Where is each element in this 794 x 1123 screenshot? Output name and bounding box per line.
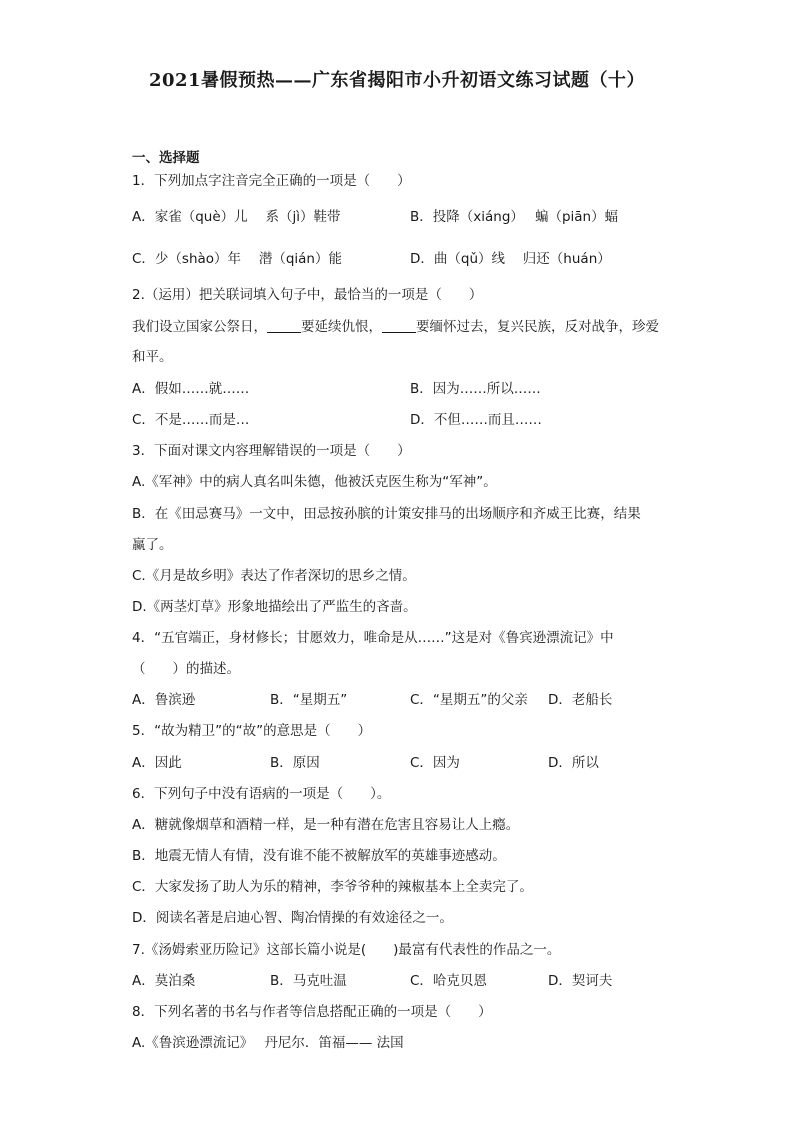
question-6-option-d: D．阅读名著是启迪心智、陶冶情操的有效途径之一。 (132, 910, 453, 926)
question-1-option-c: C．少（shào）年 潜（qián）能 (132, 251, 342, 267)
question-7-option-c: C．哈克贝恩 (410, 973, 487, 989)
page-title: 2021暑假预热——广东省揭阳市小升初语文练习试题（十） (148, 70, 646, 91)
blank-1 (267, 318, 301, 333)
question-2-option-a: A．假如……就…… (132, 381, 250, 397)
question-5-option-b: B．原因 (270, 755, 320, 771)
question-4-stem: 4．“五官端正，身材修长；甘愿效力，唯命是从……”这是对《鲁宾逊漂流记》中 (132, 630, 614, 646)
question-6-option-c: C．大家发扬了助人为乐的精神，李爷爷种的辣椒基本上全卖完了。 (132, 879, 533, 895)
question-4-stem-cont: （ ）的描述。 (132, 661, 240, 677)
question-3-option-d: D.《两茎灯草》形象地描绘出了严监生的吝啬。 (132, 599, 417, 615)
question-5-option-a: A．因此 (132, 755, 182, 771)
question-3-option-a: A.《军神》中的病人真名叫朱德，他被沃克医生称为“军神”。 (132, 474, 497, 490)
question-4-option-a: A．鲁滨逊 (132, 692, 196, 708)
question-6-option-b: B．地震无情人有情，没有谁不能不被解放军的英雄事迹感动。 (132, 848, 506, 864)
question-1-option-d: D．曲（qǔ）线 归还（huán） (410, 251, 611, 267)
question-3-stem: 3．下面对课文内容理解错误的一项是（ ） (132, 443, 411, 459)
question-2-option-c: C．不是……而是… (132, 412, 250, 428)
question-2-option-b: B．因为……所以…… (410, 381, 541, 397)
question-7-option-a: A．莫泊桑 (132, 973, 196, 989)
question-6-stem: 6．下列句子中没有语病的一项是（ ）。 (132, 786, 391, 802)
question-5-option-c: C．因为 (410, 755, 460, 771)
question-7-option-b: B．马克吐温 (270, 973, 347, 989)
question-1-option-b: B．投降（xiáng） 蝙（piān）蝠 (410, 209, 619, 225)
section-heading: 一、选择题 (132, 150, 200, 166)
question-7-stem: 7.《汤姆索亚历险记》这部长篇小说是( )最富有代表性的作品之一。 (132, 942, 561, 958)
question-6-option-a: A．糖就像烟草和酒精一样，是一种有潜在危害且容易让人上瘾。 (132, 817, 520, 833)
question-2-stem: 2.（运用）把关联词填入句子中，最恰当的一项是（ ） (132, 287, 483, 303)
question-1-option-a: A．家雀（què）儿 系（jì）鞋带 (132, 209, 341, 225)
question-1-stem: 1．下列加点字注音完全正确的一项是（ ） (132, 173, 411, 189)
question-2-option-d: D．不但……而且…… (410, 412, 542, 428)
question-4-option-c: C．“星期五”的父亲 (410, 692, 528, 708)
question-5-option-d: D．所以 (548, 755, 599, 771)
question-5-stem: 5．“故为精卫”的“故”的意思是（ ） (132, 723, 372, 739)
question-8-stem: 8．下列名著的书名与作者等信息搭配正确的一项是（ ） (132, 1004, 492, 1020)
blank-2 (382, 318, 416, 333)
question-3-option-c: C.《月是故乡明》表达了作者深切的思乡之情。 (132, 568, 416, 584)
question-7-option-d: D．契诃夫 (548, 973, 613, 989)
question-4-option-d: D．老船长 (548, 692, 613, 708)
question-4-option-b: B．“星期五” (270, 692, 348, 708)
question-3-option-b: B．在《田忌赛马》一文中，田忌按孙膑的计策安排马的出场顺序和齐威王比赛，结果 (132, 506, 641, 522)
question-2-passage-line-2: 和平。 (132, 349, 173, 365)
question-3-option-b-cont: 赢了。 (132, 537, 173, 553)
question-2-passage-line-1: 我们设立国家公祭日， 要延续仇恨， 要缅怀过去，复兴民族，反对战争，珍爱 (132, 319, 659, 335)
question-8-option-a: A.《鲁滨逊漂流记》 丹尼尔．笛福—— 法国 (132, 1035, 404, 1051)
